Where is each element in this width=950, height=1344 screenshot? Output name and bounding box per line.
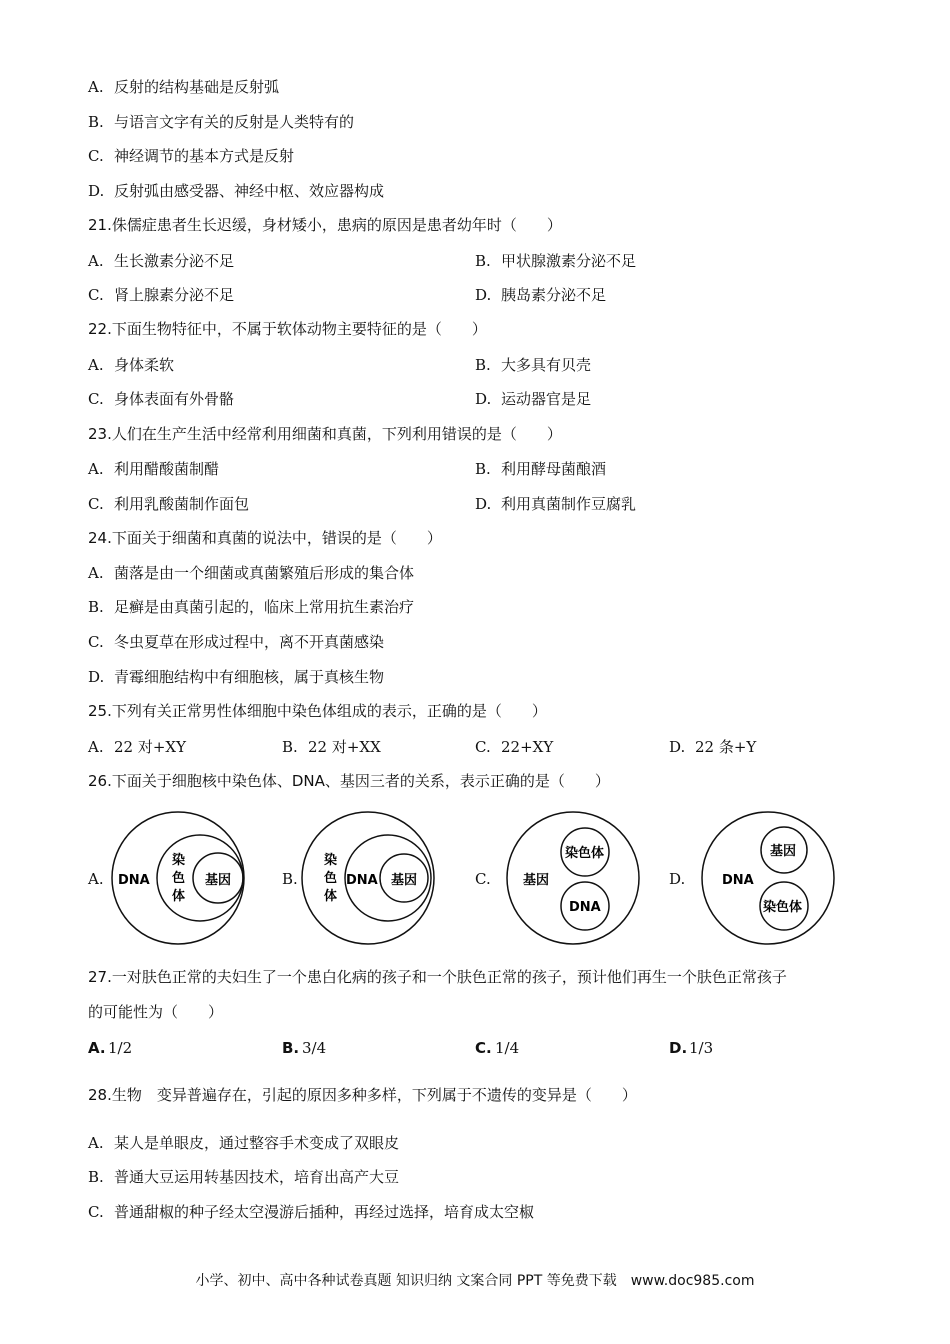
q22-stem: 22.下面生物特征中，不属于软体动物主要特征的是（ ） xyxy=(88,320,487,338)
q20-option-b: B. 与语言文字有关的反射是人类特有的 xyxy=(88,113,355,131)
q23-option-b: B. 利用酵母菌酿酒 xyxy=(475,460,607,478)
q21-option-d: D. 胰岛素分泌不足 xyxy=(475,286,607,304)
venn-b-gene: 基因 xyxy=(391,873,418,888)
venn-b-dna: DNA xyxy=(346,873,378,888)
q24-option-a: A. 菌落是由一个细菌或真菌繁殖后形成的集合体 xyxy=(88,564,415,582)
venn-a-chr-1: 染 xyxy=(172,853,186,868)
q20-option-a: A. 反射的结构基础是反射弧 xyxy=(88,78,280,96)
q22-option-b: B. 大多具有贝壳 xyxy=(475,356,592,374)
q26-stem: 26.下面关于细胞核中染色体、DNA、基因三者的关系，表示正确的是（ ） xyxy=(88,772,610,790)
venn-diagram-b xyxy=(300,810,440,950)
q20-option-c: C. 神经调节的基本方式是反射 xyxy=(88,147,295,165)
q27-option-a: A. 1/2 xyxy=(88,1039,133,1057)
q24-option-c: C. 冬虫夏草在形成过程中，离不开真菌感染 xyxy=(88,633,385,651)
q21-option-b: B. 甲状腺激素分泌不足 xyxy=(475,252,637,270)
q23-option-d: D. 利用真菌制作豆腐乳 xyxy=(475,495,637,513)
q26-label-a: A. xyxy=(88,870,104,888)
q24-stem: 24.下面关于细菌和真菌的说法中，错误的是（ ） xyxy=(88,529,442,547)
venn-b-chr-2: 色 xyxy=(324,871,338,886)
venn-a-gene: 基因 xyxy=(205,873,232,888)
venn-c-gene: 基因 xyxy=(523,873,550,888)
venn-diagram-d xyxy=(700,810,840,950)
q28-option-a: A. 某人是单眼皮，通过整容手术变成了双眼皮 xyxy=(88,1134,400,1152)
q27-option-d: D. 1/3 xyxy=(669,1039,714,1057)
q24-option-b: B. 足癣是由真菌引起的，临床上常用抗生素治疗 xyxy=(88,598,415,616)
q24-option-d: D. 青霉细胞结构中有细胞核，属于真核生物 xyxy=(88,668,385,686)
venn-d-chromosome: 染色体 xyxy=(763,900,803,915)
q27-stem-line-2: 的可能性为（ ） xyxy=(88,1003,224,1021)
q25-option-a: A. 22 对+XY xyxy=(88,738,187,756)
venn-diagram-a xyxy=(110,810,250,950)
q28-option-b: B. 普通大豆运用转基因技术，培育出高产大豆 xyxy=(88,1168,400,1186)
q28-option-c: C. 普通甜椒的种子经太空漫游后插种，再经过选择，培育成太空椒 xyxy=(88,1203,535,1221)
q27-stem-line-1: 27.一对肤色正常的夫妇生了一个患白化病的孩子和一个肤色正常的孩子，预计他们再生一个肤色正常孩子 xyxy=(88,968,787,986)
q22-option-c: C. 身体表面有外骨骼 xyxy=(88,390,235,408)
q22-option-a: A. 身体柔软 xyxy=(88,356,175,374)
venn-a-dna: DNA xyxy=(118,873,150,888)
q21-option-c: C. 肾上腺素分泌不足 xyxy=(88,286,235,304)
q25-option-d: D. 22 条+Y xyxy=(669,738,757,756)
q26-label-b: B. xyxy=(282,870,298,888)
q25-option-c: C. 22+XY xyxy=(475,738,554,756)
venn-c-dna: DNA xyxy=(569,900,601,915)
venn-a-chr-2: 色 xyxy=(172,871,186,886)
q27-option-b: B. 3/4 xyxy=(282,1039,327,1057)
q25-stem: 25.下列有关正常男性体细胞中染色体组成的表示，正确的是（ ） xyxy=(88,702,547,720)
page-footer: 小学、初中、高中各种试卷真题 知识归纳 文案合同 PPT 等免费下载 www.doc985.com xyxy=(195,1273,755,1289)
q23-option-c: C. 利用乳酸菌制作面包 xyxy=(88,495,250,513)
q22-option-d: D. 运动器官是足 xyxy=(475,390,592,408)
q25-option-b: B. 22 对+XX xyxy=(282,738,381,756)
venn-d-gene: 基因 xyxy=(770,844,797,859)
q20-option-d: D. 反射弧由感受器、神经中枢、效应器构成 xyxy=(88,182,385,200)
q21-stem: 21.侏儒症患者生长迟缓，身材矮小，患病的原因是患者幼年时（ ） xyxy=(88,216,562,234)
venn-c-chromosome: 染色体 xyxy=(565,846,605,861)
venn-diagram-c xyxy=(505,810,645,950)
q26-label-d: D. xyxy=(669,870,686,888)
q27-option-c: C. 1/4 xyxy=(475,1039,520,1057)
venn-d-dna: DNA xyxy=(722,873,754,888)
venn-b-chr-1: 染 xyxy=(324,853,338,868)
q23-option-a: A. 利用醋酸菌制醋 xyxy=(88,460,220,478)
q26-label-c: C. xyxy=(475,870,491,888)
q28-stem: 28.生物 变异普遍存在，引起的原因多种多样，下列属于不遗传的变异是（ ） xyxy=(88,1086,637,1104)
venn-b-chr-3: 体 xyxy=(324,889,338,904)
q21-option-a: A. 生长激素分泌不足 xyxy=(88,252,235,270)
q23-stem: 23.人们在生产生活中经常利用细菌和真菌，下列利用错误的是（ ） xyxy=(88,425,562,443)
venn-a-chr-3: 体 xyxy=(172,889,186,904)
